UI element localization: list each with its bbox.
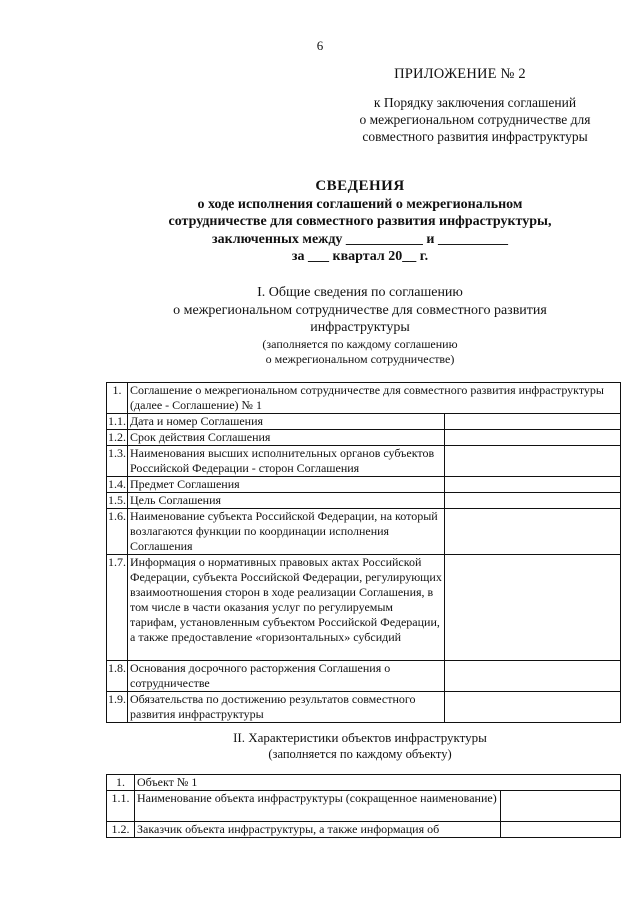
row-label: Срок действия Соглашения — [128, 430, 445, 446]
table-row — [107, 430, 621, 446]
row-label: Наименование субъекта Российской Федерации, на который возлагаются функции по координации исполнения Соглашения — [128, 509, 445, 555]
row-number: 1.1. — [108, 414, 126, 428]
row-label: Обязательства по достижению результатов совместного развития инфраструктуры — [128, 692, 445, 723]
section2-title: II. Характеристики объектов инфраструктуры — [233, 730, 487, 745]
row-number: 1.1. — [107, 791, 135, 822]
appendix-subtitle-line: к Порядку заключения соглашений — [373, 95, 577, 110]
row-value-cell[interactable] — [445, 692, 621, 723]
row-value-cell[interactable] — [445, 446, 621, 477]
row-label: Дата и номер Соглашения — [128, 414, 445, 430]
appendix-subtitle-line: совместного развития инфраструктуры — [362, 129, 588, 144]
table-row — [107, 477, 621, 493]
appendix-subtitle — [330, 94, 620, 145]
section2-table — [106, 774, 621, 838]
section2-note: (заполняется по каждому объекту) — [268, 747, 452, 761]
row-value-cell[interactable] — [501, 791, 621, 822]
table-row — [107, 509, 621, 555]
table-row — [107, 414, 621, 430]
table-row — [107, 822, 621, 838]
row-number: 1.9. — [107, 692, 128, 723]
section1-title-line: I. Общие сведения по соглашению — [257, 285, 463, 300]
row-label: Основания досрочного расторжения Соглашения о сотрудничестве — [128, 661, 445, 692]
row-value-cell[interactable] — [445, 509, 621, 555]
row-number: 1.8. — [107, 661, 128, 692]
table-row — [107, 555, 621, 661]
row-number: 1. — [107, 775, 135, 791]
row-value-cell[interactable] — [445, 477, 621, 493]
row-label: Цель Соглашения — [128, 493, 445, 509]
row-value-cell[interactable] — [445, 414, 621, 430]
row-value-cell[interactable] — [445, 555, 621, 661]
row-value-cell[interactable] — [445, 430, 621, 446]
section1-note-line: (заполняется по каждому соглашению — [262, 336, 458, 351]
row-label: Предмет Соглашения — [128, 477, 445, 493]
section1-note-line: о межрегиональном сотрудничестве) — [265, 351, 455, 366]
table-row — [107, 692, 621, 723]
row-label: Информация о нормативных правовых актах Российской Федерации, субъекта Российской Федерации, регулирующих взаимоотношения сторон в ходе реализации Соглашения, в том числе в части оказания услуг по регулируемым тарифам, установленным субъектом Российской Федерации, а также предоставление «горизонтальных» субсидий — [128, 555, 445, 661]
row-value-cell[interactable] — [445, 661, 621, 692]
table-row — [107, 791, 621, 822]
appendix-subtitle-line: о межрегиональном сотрудничестве для — [359, 112, 591, 127]
section1-heading — [100, 284, 620, 367]
appendix-title: ПРИЛОЖЕНИЕ № 2 — [394, 66, 526, 82]
section1-title-line: о межрегиональном сотрудничестве для совместного развития — [173, 302, 547, 318]
section2-heading — [100, 729, 620, 763]
row-number: 1.6. — [107, 509, 128, 555]
row-number: 1.5. — [108, 493, 126, 507]
row-number: 1.3. — [107, 446, 128, 477]
table-row — [107, 661, 621, 692]
heading-title: СВЕДЕНИЯ — [315, 178, 405, 194]
row-label: Наименование объекта инфраструктуры (сокращенное наименование) — [135, 791, 501, 822]
heading-line: за ___ квартал 20__ г. — [291, 249, 429, 264]
heading-line: заключенных между ___________ и __________ — [212, 231, 508, 247]
row-label: Наименования высших исполнительных органов субъектов Российской Федерации - сторон Соглашения — [128, 446, 445, 477]
heading-line: о ходе исполнения соглашений о межрегиональном — [197, 196, 523, 212]
row-number: 1.4. — [108, 477, 126, 491]
table-row — [107, 446, 621, 477]
row-value-cell[interactable] — [501, 822, 621, 838]
heading-line: сотрудничестве для совместного развития инфраструктуры, — [168, 214, 552, 229]
row-number: 1.7. — [107, 555, 128, 661]
section1-title-line: инфраструктуры — [310, 320, 410, 335]
table-row — [107, 775, 621, 791]
row-value-cell[interactable] — [445, 493, 621, 509]
row-number: 1.2. — [107, 822, 135, 838]
table-row — [107, 493, 621, 509]
table-row — [107, 383, 621, 414]
section1-table — [106, 382, 621, 723]
row-label: Заказчик объекта инфраструктуры, а также информация об — [135, 822, 501, 838]
row-label: Объект № 1 — [135, 775, 621, 791]
document-heading — [100, 178, 620, 266]
row-number: 1.2. — [108, 430, 126, 444]
row-label: Соглашение о межрегиональном сотрудничестве для совместного развития инфраструктуры (далее - Соглашение) № 1 — [128, 383, 621, 414]
row-number: 1. — [107, 383, 128, 414]
page-number: 6 — [316, 38, 324, 53]
